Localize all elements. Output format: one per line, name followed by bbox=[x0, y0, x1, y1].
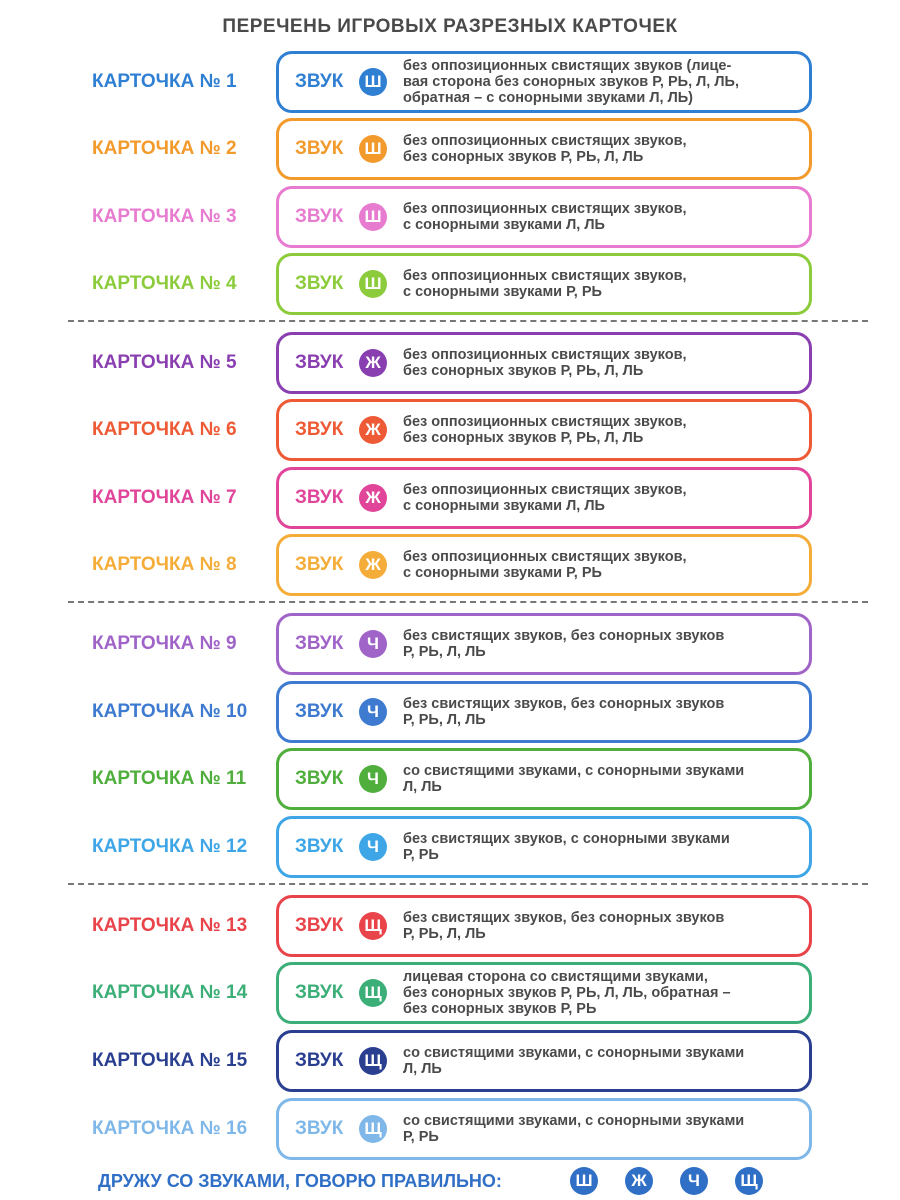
card-label: КАРТОЧКА № 9 bbox=[92, 633, 237, 654]
card-description-box bbox=[276, 51, 812, 113]
card-row bbox=[0, 681, 900, 743]
card-description bbox=[403, 470, 807, 526]
sound-word: ЗВУК bbox=[295, 487, 344, 508]
card-label: КАРТОЧКА № 16 bbox=[92, 1118, 248, 1139]
sound-letter-icon: Ч bbox=[359, 833, 387, 861]
card-description-line: с сонорными звуками Р, РЬ bbox=[403, 284, 602, 300]
sound-letter-icon: Ж bbox=[359, 484, 387, 512]
card-description-line: обратная – с сонорными звуками Л, ЛЬ) bbox=[403, 90, 694, 106]
sound-word: ЗВУК bbox=[295, 71, 344, 92]
sound-word: ЗВУК bbox=[295, 836, 344, 857]
card-description-box bbox=[276, 399, 812, 461]
card-row bbox=[0, 332, 900, 394]
sound-word: ЗВУК bbox=[295, 915, 344, 936]
card-description-box bbox=[276, 186, 812, 248]
letter-ch-icon: Ч bbox=[680, 1167, 708, 1195]
sound-word: ЗВУК bbox=[295, 1118, 344, 1139]
card-label: КАРТОЧКА № 12 bbox=[92, 836, 248, 857]
card-row bbox=[0, 613, 900, 675]
card-description-box bbox=[276, 613, 812, 675]
card-description-line: Р, РЬ, Л, ЛЬ bbox=[403, 712, 486, 728]
card-description-line: со свистящими звуками, с сонорными звуками bbox=[403, 1113, 745, 1129]
card-description-line: без оппозиционных свистящих звуков, bbox=[403, 549, 687, 565]
sound-letter-icon: Щ bbox=[359, 1115, 387, 1143]
card-description-line: без сонорных звуков Р, РЬ, Л, ЛЬ bbox=[403, 363, 644, 379]
card-description-box bbox=[276, 467, 812, 529]
section-divider bbox=[68, 883, 868, 885]
card-description-box bbox=[276, 1030, 812, 1092]
card-description bbox=[403, 1101, 807, 1157]
card-label: КАРТОЧКА № 13 bbox=[92, 915, 248, 936]
card-description-line: без оппозиционных свистящих звуков, bbox=[403, 268, 687, 284]
card-description bbox=[403, 684, 807, 740]
card-description-box bbox=[276, 748, 812, 810]
sound-word: ЗВУК bbox=[295, 1050, 344, 1071]
card-description-line: Л, ЛЬ bbox=[403, 779, 442, 795]
card-description-line: без оппозиционных свистящих звуков, bbox=[403, 347, 687, 363]
section-divider bbox=[68, 320, 868, 322]
sound-letter-icon: Ш bbox=[359, 270, 387, 298]
card-description-line: без сонорных звуков Р, РЬ, Л, ЛЬ, обратная – bbox=[403, 985, 731, 1001]
card-label: КАРТОЧКА № 4 bbox=[92, 273, 237, 294]
card-description bbox=[403, 819, 807, 875]
sound-letter-icon: Ч bbox=[359, 765, 387, 793]
sound-letter-icon: Ж bbox=[359, 416, 387, 444]
section-divider bbox=[68, 601, 868, 603]
sound-word: ЗВУК bbox=[295, 633, 344, 654]
sound-letter-icon: Ж bbox=[359, 551, 387, 579]
sound-word: ЗВУК bbox=[295, 419, 344, 440]
card-row bbox=[0, 1098, 900, 1160]
card-description-line: Р, РЬ, Л, ЛЬ bbox=[403, 644, 486, 660]
card-description-line: с сонорными звуками Л, ЛЬ bbox=[403, 217, 605, 233]
sound-letter-icon: Ч bbox=[359, 630, 387, 658]
card-label: КАРТОЧКА № 10 bbox=[92, 701, 248, 722]
card-description-line: Л, ЛЬ bbox=[403, 1061, 442, 1077]
card-description-line: без сонорных звуков Р, РЬ, Л, ЛЬ bbox=[403, 430, 644, 446]
card-row bbox=[0, 1030, 900, 1092]
page-title: ПЕРЕЧЕНЬ ИГРОВЫХ РАЗРЕЗНЫХ КАРТОЧЕК bbox=[222, 16, 678, 37]
card-description bbox=[403, 335, 807, 391]
card-description-line: Р, РЬ, Л, ЛЬ bbox=[403, 926, 486, 942]
card-description bbox=[403, 189, 807, 245]
sound-word: ЗВУК bbox=[295, 273, 344, 294]
card-description-line: с сонорными звуками Л, ЛЬ bbox=[403, 498, 605, 514]
sound-word: ЗВУК bbox=[295, 554, 344, 575]
card-description-line: Р, РЬ bbox=[403, 847, 439, 863]
card-label: КАРТОЧКА № 15 bbox=[92, 1050, 248, 1071]
card-description bbox=[403, 898, 807, 954]
card-description-box bbox=[276, 816, 812, 878]
sound-word: ЗВУК bbox=[295, 352, 344, 373]
sound-letter-icon: Ш bbox=[359, 135, 387, 163]
sound-letter-icon: Ш bbox=[359, 68, 387, 96]
card-description-line: без оппозиционных свистящих звуков (лице- bbox=[403, 58, 732, 74]
card-label: КАРТОЧКА № 2 bbox=[92, 138, 237, 159]
card-description-box bbox=[276, 534, 812, 596]
sound-letter-icon: Ж bbox=[359, 349, 387, 377]
card-row bbox=[0, 748, 900, 810]
letter-shch-icon: Щ bbox=[735, 1167, 763, 1195]
card-description-box bbox=[276, 1098, 812, 1160]
card-description-line: без оппозиционных свистящих звуков, bbox=[403, 414, 687, 430]
card-description bbox=[403, 54, 807, 110]
card-description bbox=[403, 537, 807, 593]
letter-sh-icon: Ш bbox=[570, 1167, 598, 1195]
card-description-line: без сонорных звуков Р, РЬ, Л, ЛЬ bbox=[403, 149, 644, 165]
sound-word: ЗВУК bbox=[295, 768, 344, 789]
card-description-box bbox=[276, 118, 812, 180]
card-label: КАРТОЧКА № 5 bbox=[92, 352, 237, 373]
card-description-line: без свистящих звуков, без сонорных звуков bbox=[403, 628, 725, 644]
card-row bbox=[0, 895, 900, 957]
card-description bbox=[403, 965, 807, 1021]
sound-word: ЗВУК bbox=[295, 982, 344, 1003]
card-row bbox=[0, 467, 900, 529]
card-description bbox=[403, 1033, 807, 1089]
card-description-line: без свистящих звуков, с сонорными звуками bbox=[403, 831, 730, 847]
footer bbox=[98, 1166, 878, 1196]
card-description-line: без свистящих звуков, без сонорных звуков bbox=[403, 696, 725, 712]
sound-word: ЗВУК bbox=[295, 206, 344, 227]
sound-letter-icon: Щ bbox=[359, 912, 387, 940]
card-description-line: с сонорными звуками Р, РЬ bbox=[403, 565, 602, 581]
card-label: КАРТОЧКА № 8 bbox=[92, 554, 237, 575]
card-description bbox=[403, 616, 807, 672]
card-description-line: без сонорных звуков Р, РЬ bbox=[403, 1001, 597, 1017]
card-description-line: Р, РЬ bbox=[403, 1129, 439, 1145]
card-row bbox=[0, 816, 900, 878]
card-description bbox=[403, 402, 807, 458]
sound-word: ЗВУК bbox=[295, 701, 344, 722]
card-description-line: со свистящими звуками, с сонорными звуками bbox=[403, 1045, 745, 1061]
card-row bbox=[0, 399, 900, 461]
card-description-line: без свистящих звуков, без сонорных звуков bbox=[403, 910, 725, 926]
card-label: КАРТОЧКА № 7 bbox=[92, 487, 237, 508]
card-description-box bbox=[276, 962, 812, 1024]
card-row bbox=[0, 186, 900, 248]
card-row bbox=[0, 253, 900, 315]
card-description-box bbox=[276, 332, 812, 394]
sound-letter-icon: Щ bbox=[359, 1047, 387, 1075]
card-label: КАРТОЧКА № 11 bbox=[92, 768, 247, 789]
card-row bbox=[0, 118, 900, 180]
card-description-line: без оппозиционных свистящих звуков, bbox=[403, 133, 687, 149]
card-row bbox=[0, 962, 900, 1024]
sound-letter-icon: Щ bbox=[359, 979, 387, 1007]
sound-letter-icon: Ч bbox=[359, 698, 387, 726]
card-label: КАРТОЧКА № 1 bbox=[92, 71, 237, 92]
card-description-line: со свистящими звуками, с сонорными звуками bbox=[403, 763, 745, 779]
card-description-line: лицевая сторона со свистящими звуками, bbox=[403, 969, 708, 985]
footer-text: ДРУЖУ СО ЗВУКАМИ, ГОВОРЮ ПРАВИЛЬНО: bbox=[98, 1171, 502, 1191]
card-label: КАРТОЧКА № 3 bbox=[92, 206, 237, 227]
sound-letter-icon: Ш bbox=[359, 203, 387, 231]
card-description-line: вая сторона без сонорных звуков Р, РЬ, Л, ЛЬ, bbox=[403, 74, 739, 90]
card-description-box bbox=[276, 681, 812, 743]
card-description-line: без оппозиционных свистящих звуков, bbox=[403, 201, 687, 217]
card-row bbox=[0, 51, 900, 113]
card-row bbox=[0, 534, 900, 596]
sound-word: ЗВУК bbox=[295, 138, 344, 159]
card-label: КАРТОЧКА № 14 bbox=[92, 982, 248, 1003]
card-description-box bbox=[276, 895, 812, 957]
letter-zh-icon: Ж bbox=[625, 1167, 653, 1195]
card-label: КАРТОЧКА № 6 bbox=[92, 419, 237, 440]
card-description-box bbox=[276, 253, 812, 315]
card-description-line: без оппозиционных свистящих звуков, bbox=[403, 482, 687, 498]
card-description bbox=[403, 256, 807, 312]
card-description bbox=[403, 751, 807, 807]
card-description bbox=[403, 121, 807, 177]
